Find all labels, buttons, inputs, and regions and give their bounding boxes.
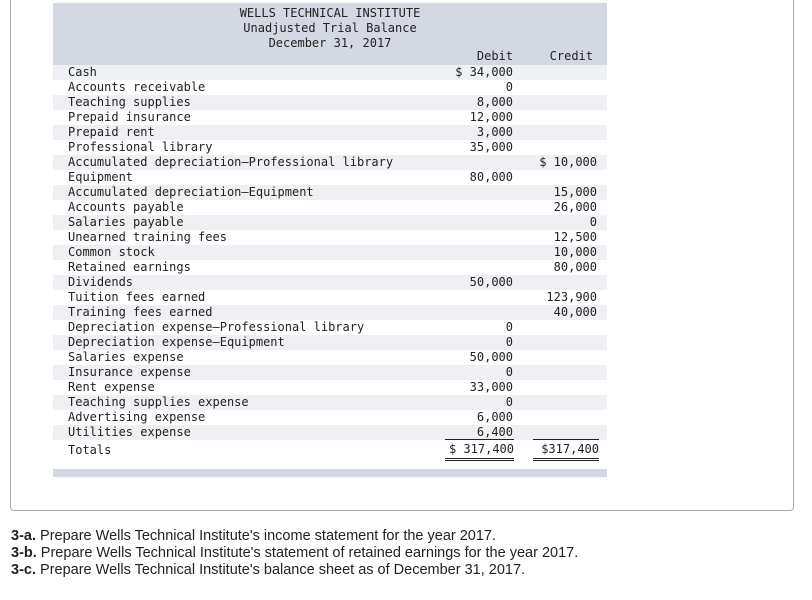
debit-amount: 35,000	[469, 140, 513, 154]
trial-balance-table	[53, 3, 607, 477]
debit-amount: 50,000	[469, 275, 513, 289]
debit-amount: 50,000	[469, 350, 513, 364]
credit-amount: 80,000	[553, 260, 597, 274]
debit-amount: $ 34,000	[455, 65, 513, 79]
totals-label: Totals	[68, 443, 112, 457]
table-row	[53, 275, 607, 290]
account-name: Utilities expense	[68, 425, 191, 439]
debit-amount: 8,000	[476, 95, 513, 109]
account-name: Insurance expense	[68, 365, 191, 379]
account-name: Unearned training fees	[68, 230, 227, 244]
question-label: 3-a.	[11, 528, 36, 544]
question-text: Prepare Wells Technical Institute's balance sheet as of December 31, 2017.	[36, 562, 526, 578]
totals-row	[53, 439, 607, 461]
table-row	[53, 365, 607, 380]
question-3c	[11, 562, 578, 579]
account-name: Advertising expense	[68, 410, 206, 424]
question-list	[11, 528, 578, 579]
account-name: Teaching supplies	[68, 95, 191, 109]
question-label: 3-c.	[11, 562, 36, 578]
account-name: Accounts receivable	[68, 80, 206, 94]
account-name: Accumulated depreciation—Professional library	[68, 155, 394, 169]
account-name: Depreciation expense—Equipment	[68, 335, 285, 349]
account-name: Professional library	[68, 140, 213, 154]
account-name: Prepaid insurance	[68, 110, 191, 124]
credit-amount: 15,000	[553, 185, 597, 199]
table-row	[53, 215, 607, 230]
table-row	[53, 380, 607, 395]
credit-amount: $ 10,000	[539, 155, 597, 169]
account-name: Tuition fees earned	[68, 290, 206, 304]
question-text: Prepare Wells Technical Institute's statement of retained earnings for the year 2017.	[36, 545, 579, 561]
account-name: Cash	[68, 65, 97, 79]
report-date: December 31, 2017	[268, 36, 392, 50]
credit-amount: 40,000	[553, 305, 597, 319]
debit-amount: 80,000	[469, 170, 513, 184]
credit-amount: 10,000	[553, 245, 597, 259]
table-row	[53, 110, 607, 125]
table-row	[53, 410, 607, 425]
table-row	[53, 140, 607, 155]
question-3a	[11, 528, 578, 545]
account-name: Teaching supplies expense	[68, 395, 249, 409]
debit-amount: 12,000	[469, 110, 513, 124]
credit-amount: 0	[589, 215, 597, 229]
debit-amount: 0	[505, 80, 513, 94]
account-name: Prepaid rent	[68, 125, 155, 139]
table-row	[53, 185, 607, 200]
debit-column-header: Debit	[476, 49, 513, 63]
table-row	[53, 230, 607, 245]
table-row	[53, 170, 607, 185]
question-3b	[11, 545, 578, 562]
credit-amount: 26,000	[553, 200, 597, 214]
table-row	[53, 245, 607, 260]
table-row	[53, 65, 607, 80]
debit-amount: 6,000	[476, 410, 513, 424]
table-row	[53, 125, 607, 140]
debit-amount: 0	[505, 395, 513, 409]
debit-amount: 0	[505, 320, 513, 334]
account-name: Retained earnings	[68, 260, 191, 274]
credit-amount: 123,900	[546, 290, 597, 304]
table-row	[53, 80, 607, 95]
company-name: WELLS TECHNICAL INSTITUTE	[239, 6, 421, 20]
account-name: Salaries payable	[68, 215, 184, 229]
account-name: Rent expense	[68, 380, 155, 394]
debit-amount: 0	[505, 365, 513, 379]
total-debit: $ 317,400	[445, 439, 514, 461]
table-row	[53, 95, 607, 110]
credit-amount: 12,500	[553, 230, 597, 244]
table-footer-band	[53, 469, 607, 477]
table-row	[53, 320, 607, 335]
table-row	[53, 425, 607, 440]
account-name: Training fees earned	[68, 305, 213, 319]
total-credit: $317,400	[533, 439, 599, 461]
table-row	[53, 335, 607, 350]
debit-amount: 0	[505, 335, 513, 349]
table-row	[53, 155, 607, 170]
question-label: 3-b.	[11, 545, 37, 561]
account-name: Salaries expense	[68, 350, 184, 364]
account-name: Dividends	[68, 275, 134, 289]
table-row	[53, 305, 607, 320]
account-name: Equipment	[68, 170, 134, 184]
account-name: Depreciation expense—Professional library	[68, 320, 365, 334]
account-name: Accumulated depreciation—Equipment	[68, 185, 314, 199]
table-row	[53, 395, 607, 410]
debit-amount: 3,000	[476, 125, 513, 139]
account-name: Accounts payable	[68, 200, 184, 214]
table-row	[53, 200, 607, 215]
table-row	[53, 350, 607, 365]
question-text: Prepare Wells Technical Institute's income statement for the year 2017.	[36, 528, 497, 544]
debit-amount: 6,400	[476, 425, 513, 439]
report-title: Unadjusted Trial Balance	[243, 21, 417, 35]
debit-amount: 33,000	[469, 380, 513, 394]
table-row	[53, 290, 607, 305]
table-row	[53, 260, 607, 275]
account-name: Common stock	[68, 245, 155, 259]
credit-column-header: Credit	[549, 49, 593, 63]
